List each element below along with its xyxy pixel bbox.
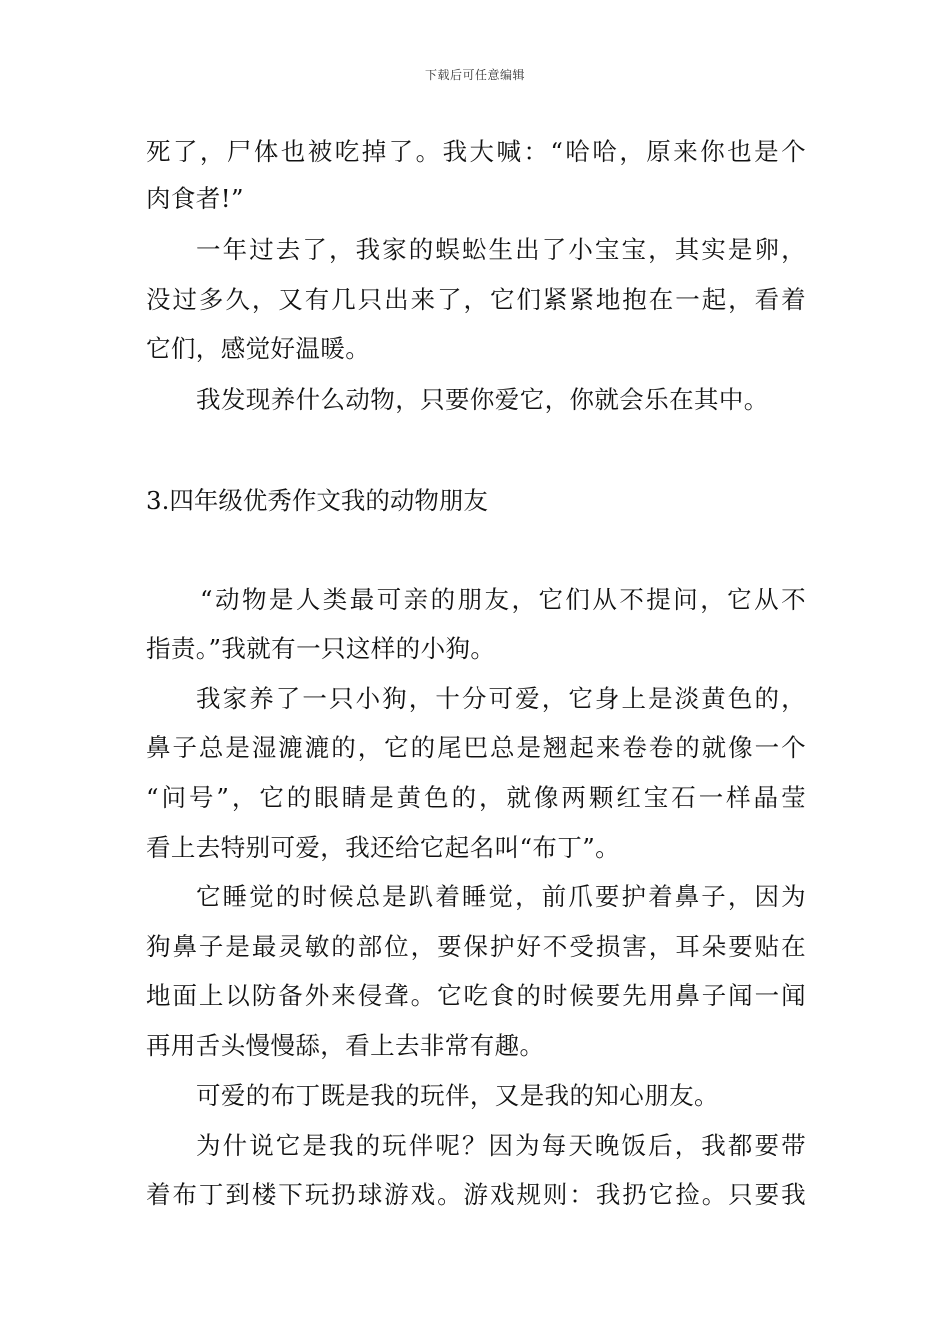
paragraph-line: 它们，感觉好温暖。 [146, 334, 371, 363]
paragraph-line: 我发现养什么动物，只要你爱它，你就会乐在其中。 [196, 385, 769, 414]
section-heading: 3.四年级优秀作文我的动物朋友 [146, 486, 488, 515]
paragraph-line: 死了，尸体也被吃掉了。我大喊：“哈哈，原来你也是个 [146, 137, 806, 166]
paragraph-line: 可爱的布丁既是我的玩伴，又是我的知心朋友。 [196, 1081, 719, 1110]
paragraph-line: 一年过去了，我家的蜈蚣生出了小宝宝，其实是卵， [196, 235, 806, 264]
paragraph-line: “动物是人类最可亲的朋友，它们从不提问，它从不 [200, 585, 806, 614]
paragraph-line: 再用舌头慢慢舔，看上去非常有趣。 [146, 1031, 545, 1060]
paragraph-line: 指责。”我就有一只这样的小狗。 [146, 634, 496, 663]
paragraph-line: 看上去特别可爱，我还给它起名叫“布丁”。 [146, 833, 621, 862]
paragraph-line: 鼻子总是湿漉漉的，它的尾巴总是翘起来卷卷的就像一个 [146, 733, 806, 762]
paragraph-line: 狗鼻子是最灵敏的部位，要保护好不受损害，耳朵要贴在 [146, 932, 806, 961]
paragraph-line: 我家养了一只小狗，十分可爱，它身上是淡黄色的， [196, 684, 806, 713]
page-header: 下载后可任意编辑 [424, 68, 525, 82]
paragraph-line: 没过多久，又有几只出来了，它们紧紧地抱在一起，看着 [146, 285, 806, 314]
paragraph-line: “问号”，它的眼睛是黄色的，就像两颗红宝石一样晶莹 [146, 783, 806, 812]
paragraph-line: 着布丁到楼下玩扔球游戏。游戏规则：我扔它捡。只要我 [146, 1180, 806, 1209]
paragraph-line: 地面上以防备外来侵聋。它吃食的时候要先用鼻子闻一闻 [146, 981, 806, 1010]
paragraph-line: 肉食者!” [146, 184, 244, 213]
paragraph-line: 它睡觉的时候总是趴着睡觉，前爪要护着鼻子，因为 [196, 882, 806, 911]
paragraph-line: 为什说它是我的玩伴呢？因为每天晚饭后，我都要带 [196, 1131, 806, 1160]
